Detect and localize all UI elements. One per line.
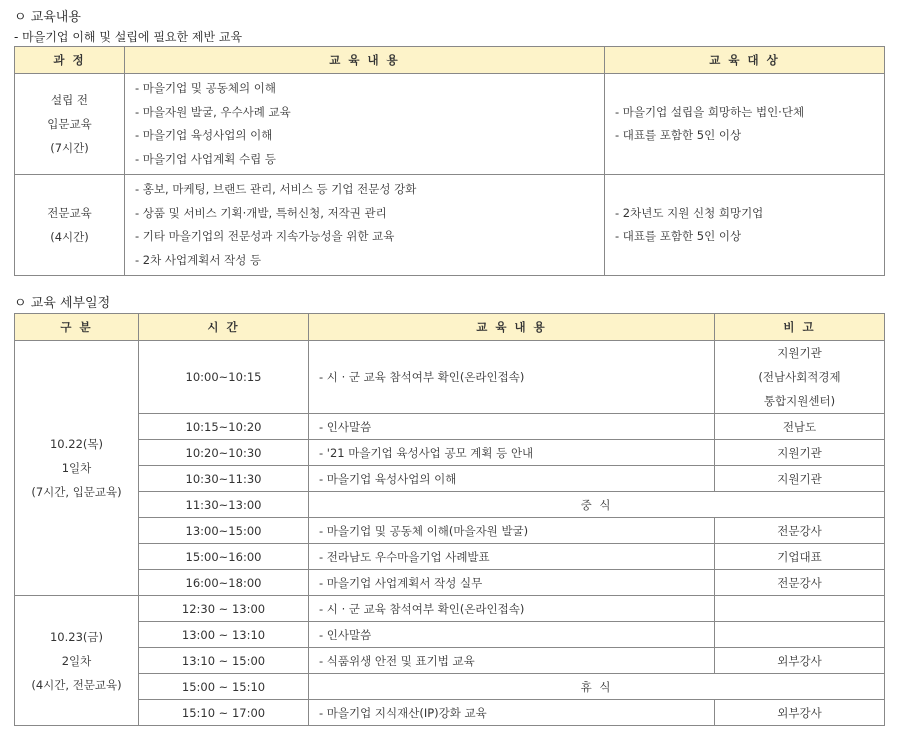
note-cell: 전남도 [715,414,885,440]
note-cell: 외부강사 [715,648,885,674]
content-cell [125,175,605,276]
header-division: 구 분 [15,314,139,341]
table-row [15,175,885,276]
header-note: 비 고 [715,314,885,341]
rest-break-cell: 휴 식 [309,674,885,700]
list-item: - 마을기업 설립을 희망하는 법인·단체 [615,104,805,119]
time-cell: 10:30~11:30 [139,466,309,492]
content-cell: - 전라남도 우수마을기업 사례발표 [309,544,715,570]
table-row [15,648,885,674]
content-cell: - 시 · 군 교육 참석여부 확인(온라인접속) [309,341,715,414]
list-item: - 마을기업 및 공동체의 이해 [135,81,276,95]
section1-subheading: - 마을기업 이해 및 설립에 필요한 제반 교육 [14,30,243,44]
table-row [15,466,885,492]
section1-heading: ㅇ 교육내용 [14,10,81,25]
content-cell: - 마을기업 육성사업의 이해 [309,466,715,492]
list-item: - 상품 및 서비스 기획·개발, 특허신청, 저작권 관리 [135,205,387,220]
note-cell: 지원기관 (전남사회적경제 통합지원센터) [715,341,885,414]
note-cell: 지원기관 [715,466,885,492]
content-cell: - 마을기업 및 공동체 이해(마을자원 발굴) [309,518,715,544]
table-row [15,518,885,544]
time-cell: 13:00 ~ 13:10 [139,622,309,648]
header-target: 교 육 대 상 [605,47,885,74]
note-cell [715,596,885,622]
content-cell: - 시 · 군 교육 참석여부 확인(온라인접속) [309,596,715,622]
time-cell: 13:00~15:00 [139,518,309,544]
content-cell [125,74,605,175]
table-row [15,544,885,570]
schedule-table [14,313,885,726]
table-row [15,700,885,726]
table-row [15,440,885,466]
content-cell: - 마을기업 지식재산(IP)강화 교육 [309,700,715,726]
education-content-table [14,46,885,276]
time-cell: 10:00~10:15 [139,341,309,414]
time-cell: 16:00~18:00 [139,570,309,596]
list-item: - 2차 사업계획서 작성 등 [135,252,262,267]
time-cell: 11:30~13:00 [139,492,309,518]
table-row [15,74,885,175]
note-cell [715,622,885,648]
note-cell: 전문강사 [715,570,885,596]
table-row [15,492,885,518]
list-item: - 홍보, 마케팅, 브랜드 관리, 서비스 등 기업 전문성 강화 [135,182,417,196]
table-row [15,596,885,622]
header-content: 교 육 내 용 [125,47,605,74]
note-cell: 지원기관 [715,440,885,466]
content-cell: - 인사말씀 [309,414,715,440]
time-cell: 10:15~10:20 [139,414,309,440]
time-cell: 13:10 ~ 15:00 [139,648,309,674]
note-cell: 외부강사 [715,700,885,726]
time-cell: 12:30 ~ 13:00 [139,596,309,622]
content-cell: - 식품위생 안전 및 표기법 교육 [309,648,715,674]
note-cell: 기업대표 [715,544,885,570]
day1-label-cell: 10.22(목) 1일차 (7시간, 입문교육) [15,341,139,596]
list-item: - 마을기업 육성사업의 이해 [135,128,273,142]
list-item: - 대표를 포함한 5인 이상 [615,128,742,142]
content-cell: - '21 마을기업 육성사업 공모 계획 등 안내 [309,440,715,466]
course-cell: 설립 전 입문교육 (7시간) [15,74,125,175]
table-row [15,570,885,596]
table-header-row [15,47,885,74]
course-cell: 전문교육 (4시간) [15,175,125,276]
target-cell [605,175,885,276]
section2-heading: ㅇ 교육 세부일정 [14,296,111,311]
content-cell: - 인사말씀 [309,622,715,648]
day2-label-cell: 10.23(금) 2일차 (4시간, 전문교육) [15,596,139,726]
header-content: 교 육 내 용 [309,314,715,341]
table-row [15,622,885,648]
time-cell: 15:00 ~ 15:10 [139,674,309,700]
lunch-break-cell: 중 식 [309,492,885,518]
list-item: - 대표를 포함한 5인 이상 [615,229,742,243]
table-row [15,674,885,700]
list-item: - 마을기업 사업계획 수립 등 [135,151,276,166]
note-cell: 전문강사 [715,518,885,544]
header-course: 과 정 [15,47,125,74]
list-item: - 2차년도 지원 신청 희망기업 [615,205,764,220]
target-cell [605,74,885,175]
time-cell: 15:00~16:00 [139,544,309,570]
table-header-row [15,314,885,341]
content-cell: - 마을기업 사업계획서 작성 실무 [309,570,715,596]
list-item: - 마을자원 발굴, 우수사례 교육 [135,104,291,119]
time-cell: 15:10 ~ 17:00 [139,700,309,726]
header-time: 시 간 [139,314,309,341]
list-item: - 기타 마을기업의 전문성과 지속가능성을 위한 교육 [135,229,395,243]
table-row [15,414,885,440]
time-cell: 10:20~10:30 [139,440,309,466]
table-row [15,341,885,414]
